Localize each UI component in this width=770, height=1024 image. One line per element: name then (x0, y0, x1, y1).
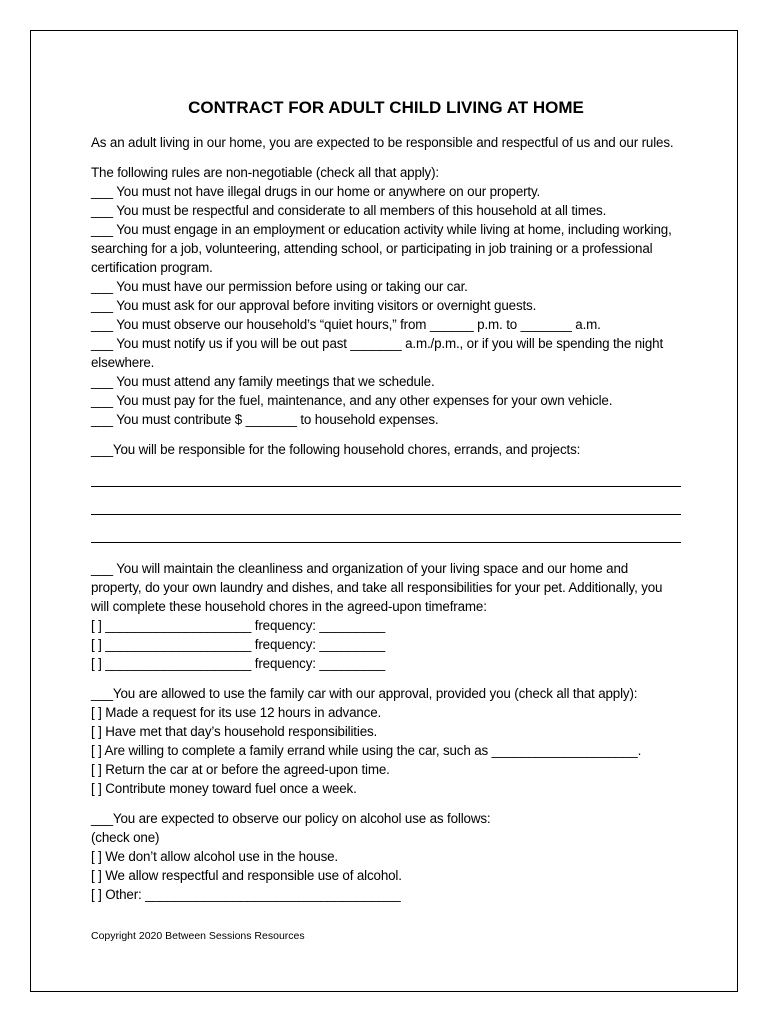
car-item: [ ] Made a request for its use 12 hours in advance. (91, 705, 382, 720)
rule-item: ___ You must notify us if you will be out past _______ a.m./p.m., or if you will be spending the night elsewhere. (91, 336, 664, 370)
chore-item: [ ] ____________________ frequency: _________ (91, 656, 386, 671)
chore-item: [ ] ____________________ frequency: _________ (91, 618, 386, 633)
rule-item: ___ You must engage in an employment or education activity while living at home, including working, searching for a job, volunteering, attending school, or participating in job training or a professional certification program. (91, 222, 672, 275)
alcohol-subheading: (check one) (91, 830, 160, 845)
car-item: [ ] Are willing to complete a family errand while using the car, such as ____________________. (91, 743, 642, 758)
car-heading: ___You are allowed to use the family car with our approval, provided you (check all that apply): (91, 686, 638, 701)
chore-item: [ ] ____________________ frequency: _________ (91, 637, 386, 652)
rule-item: ___ You must be respectful and considerate to all members of this household at all times. (91, 203, 607, 218)
page-title: CONTRACT FOR ADULT CHILD LIVING AT HOME (188, 98, 584, 117)
alcohol-item: [ ] We allow respectful and responsible use of alcohol. (91, 868, 402, 883)
rule-item: ___ You must attend any family meetings that we schedule. (91, 374, 435, 389)
alcohol-item: [ ] Other: ___________________________________ (91, 887, 401, 902)
intro-paragraph: As an adult living in our home, you are expected to be responsible and respectful of us and our rules. (91, 135, 674, 150)
car-item: [ ] Contribute money toward fuel once a week. (91, 781, 357, 796)
cleanliness-paragraph: ___ You will maintain the cleanliness and organization of your living space and our home and property, do your own laundry and dishes, and take all responsibilities for your pet. Additionally, you will complete these household chores in the agreed-upon timeframe: (91, 561, 663, 614)
contract-body (91, 97, 681, 904)
rules-heading: The following rules are non-negotiable (check all that apply): (91, 165, 439, 180)
alcohol-heading: ___You are expected to observe our policy on alcohol use as follows: (91, 811, 491, 826)
chores-heading: ___You will be responsible for the following household chores, errands, and projects: (91, 442, 581, 457)
rule-item: ___ You must contribute $ _______ to household expenses. (91, 412, 439, 427)
rule-item: ___ You must pay for the fuel, maintenance, and any other expenses for your own vehicle. (91, 393, 613, 408)
car-item: [ ] Return the car at or before the agreed-upon time. (91, 762, 390, 777)
car-item: [ ] Have met that day’s household responsibilities. (91, 724, 378, 739)
writing-line[interactable] (91, 515, 681, 543)
rule-item: ___ You must ask for our approval before inviting visitors or overnight guests. (91, 298, 537, 313)
rule-item: ___ You must not have illegal drugs in our home or anywhere on our property. (91, 184, 541, 199)
rule-item: ___ You must have our permission before using or taking our car. (91, 279, 468, 294)
alcohol-item: [ ] We don’t allow alcohol use in the house. (91, 849, 338, 864)
writing-line[interactable] (91, 459, 681, 487)
rule-item: ___ You must observe our household’s “quiet hours,” from ______ p.m. to _______ a.m. (91, 317, 601, 332)
copyright-notice: Copyright 2020 Between Sessions Resources (91, 930, 305, 942)
writing-line[interactable] (91, 487, 681, 515)
